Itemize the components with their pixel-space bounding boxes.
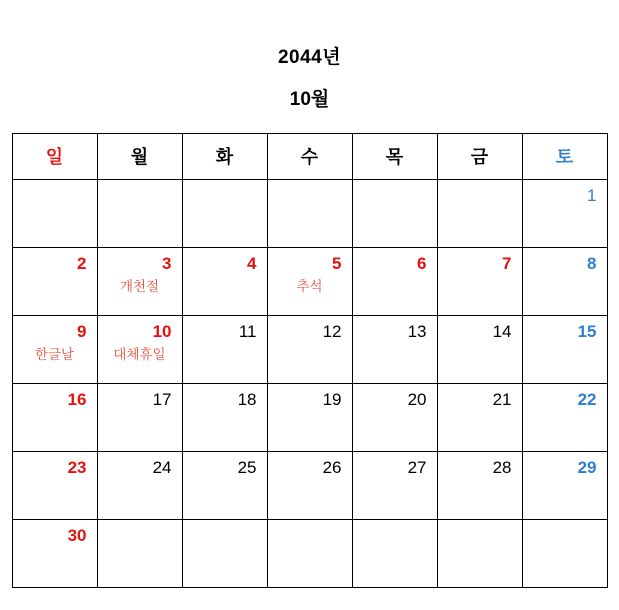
- calendar-cell-empty: [97, 519, 182, 587]
- calendar-week-row: [12, 247, 607, 315]
- day-number: 27: [407, 457, 427, 477]
- calendar-cell-empty: [522, 519, 607, 587]
- weekday-header-label: 금: [470, 147, 489, 168]
- day-number: 22: [577, 389, 597, 409]
- day-number: 14: [492, 321, 512, 341]
- calendar-cell-day[interactable]: [352, 315, 437, 383]
- weekday-header-label: 토: [555, 147, 574, 168]
- calendar-cell-day[interactable]: [12, 315, 97, 383]
- calendar-week-row: [12, 519, 607, 587]
- day-number: 26: [322, 457, 342, 477]
- holiday-label: 추석: [296, 279, 323, 295]
- day-number: 1: [587, 185, 597, 205]
- holiday-label: 한글날: [34, 347, 75, 363]
- day-number: 4: [247, 253, 257, 273]
- day-number: 24: [152, 457, 172, 477]
- weekday-header-label: 목: [385, 147, 404, 168]
- calendar-cell-day[interactable]: [97, 451, 182, 519]
- day-number: 5: [332, 253, 342, 273]
- calendar-cell-day[interactable]: [522, 247, 607, 315]
- calendar-cell-day[interactable]: [437, 451, 522, 519]
- calendar-cell-day[interactable]: [522, 383, 607, 451]
- day-number: 13: [407, 321, 427, 341]
- calendar-cell-day[interactable]: [182, 315, 267, 383]
- calendar-cell-day[interactable]: [352, 383, 437, 451]
- calendar-cell-empty: [352, 519, 437, 587]
- calendar-header-row: [12, 133, 607, 179]
- weekday-header-label: 일: [45, 147, 64, 168]
- calendar-week-row: [12, 451, 607, 519]
- day-number: 3: [162, 253, 172, 273]
- day-number: 21: [492, 389, 512, 409]
- weekday-header-label: 화: [215, 147, 234, 168]
- calendar-body: [12, 179, 607, 587]
- day-number: 18: [237, 389, 257, 409]
- calendar-cell-day[interactable]: [97, 383, 182, 451]
- calendar-cell-day[interactable]: [267, 451, 352, 519]
- day-number: 28: [492, 457, 512, 477]
- calendar-cell-day[interactable]: [352, 451, 437, 519]
- calendar-cell-day[interactable]: [97, 315, 182, 383]
- weekday-header-label: 월: [130, 147, 149, 168]
- calendar-cell-day[interactable]: [182, 383, 267, 451]
- day-number: 12: [322, 321, 342, 341]
- calendar-cell-day[interactable]: [267, 315, 352, 383]
- day-number: 7: [502, 253, 512, 273]
- day-number: 19: [322, 389, 342, 409]
- weekday-header-sat: [522, 133, 607, 179]
- calendar-cell-day[interactable]: [522, 179, 607, 247]
- day-number: 29: [577, 457, 597, 477]
- calendar-cell-day[interactable]: [522, 451, 607, 519]
- calendar-cell-empty: [437, 519, 522, 587]
- calendar-cell-day[interactable]: [522, 315, 607, 383]
- weekday-header-mon: [97, 133, 182, 179]
- calendar-cell-day[interactable]: [12, 519, 97, 587]
- calendar-cell-day[interactable]: [437, 383, 522, 451]
- day-number: 23: [67, 457, 87, 477]
- calendar-cell-empty: [97, 179, 182, 247]
- weekday-header-label: 수: [300, 147, 319, 168]
- day-number: 11: [238, 321, 257, 341]
- calendar-cell-empty: [267, 179, 352, 247]
- holiday-label: 개천절: [119, 279, 160, 295]
- calendar-week-row: [12, 315, 607, 383]
- calendar-year: 2044년: [277, 47, 342, 68]
- calendar-cell-day[interactable]: [12, 451, 97, 519]
- weekday-header-sun: [12, 133, 97, 179]
- calendar-cell-day[interactable]: [267, 247, 352, 315]
- calendar-cell-empty: [437, 179, 522, 247]
- day-number: 25: [237, 457, 257, 477]
- day-number: 20: [407, 389, 427, 409]
- day-number: 8: [587, 253, 597, 273]
- day-number: 2: [77, 253, 87, 273]
- day-number: 15: [577, 321, 597, 341]
- day-number: 17: [152, 389, 172, 409]
- calendar-month: 10월: [289, 88, 330, 110]
- calendar-table: [12, 133, 608, 588]
- calendar-cell-empty: [12, 179, 97, 247]
- calendar-cell-empty: [267, 519, 352, 587]
- calendar-cell-day[interactable]: [352, 247, 437, 315]
- calendar-title: [0, 0, 619, 111]
- calendar-cell-empty: [352, 179, 437, 247]
- day-number: 9: [77, 321, 87, 341]
- day-number: 16: [67, 389, 87, 409]
- calendar-cell-empty: [182, 179, 267, 247]
- calendar-cell-day[interactable]: [182, 451, 267, 519]
- weekday-header-thu: [352, 133, 437, 179]
- weekday-header-fri: [437, 133, 522, 179]
- holiday-label: 대체휴일: [113, 347, 166, 363]
- day-number: 30: [67, 525, 87, 545]
- calendar-cell-day[interactable]: [12, 247, 97, 315]
- calendar-cell-empty: [182, 519, 267, 587]
- calendar-cell-day[interactable]: [97, 247, 182, 315]
- calendar-cell-day[interactable]: [182, 247, 267, 315]
- day-number: 10: [152, 321, 172, 341]
- calendar-cell-day[interactable]: [437, 315, 522, 383]
- calendar-cell-day[interactable]: [12, 383, 97, 451]
- day-number: 6: [417, 253, 427, 273]
- calendar-week-row: [12, 383, 607, 451]
- calendar-week-row: [12, 179, 607, 247]
- calendar-cell-day[interactable]: [267, 383, 352, 451]
- calendar-cell-day[interactable]: [437, 247, 522, 315]
- weekday-header-tue: [182, 133, 267, 179]
- weekday-header-wed: [267, 133, 352, 179]
